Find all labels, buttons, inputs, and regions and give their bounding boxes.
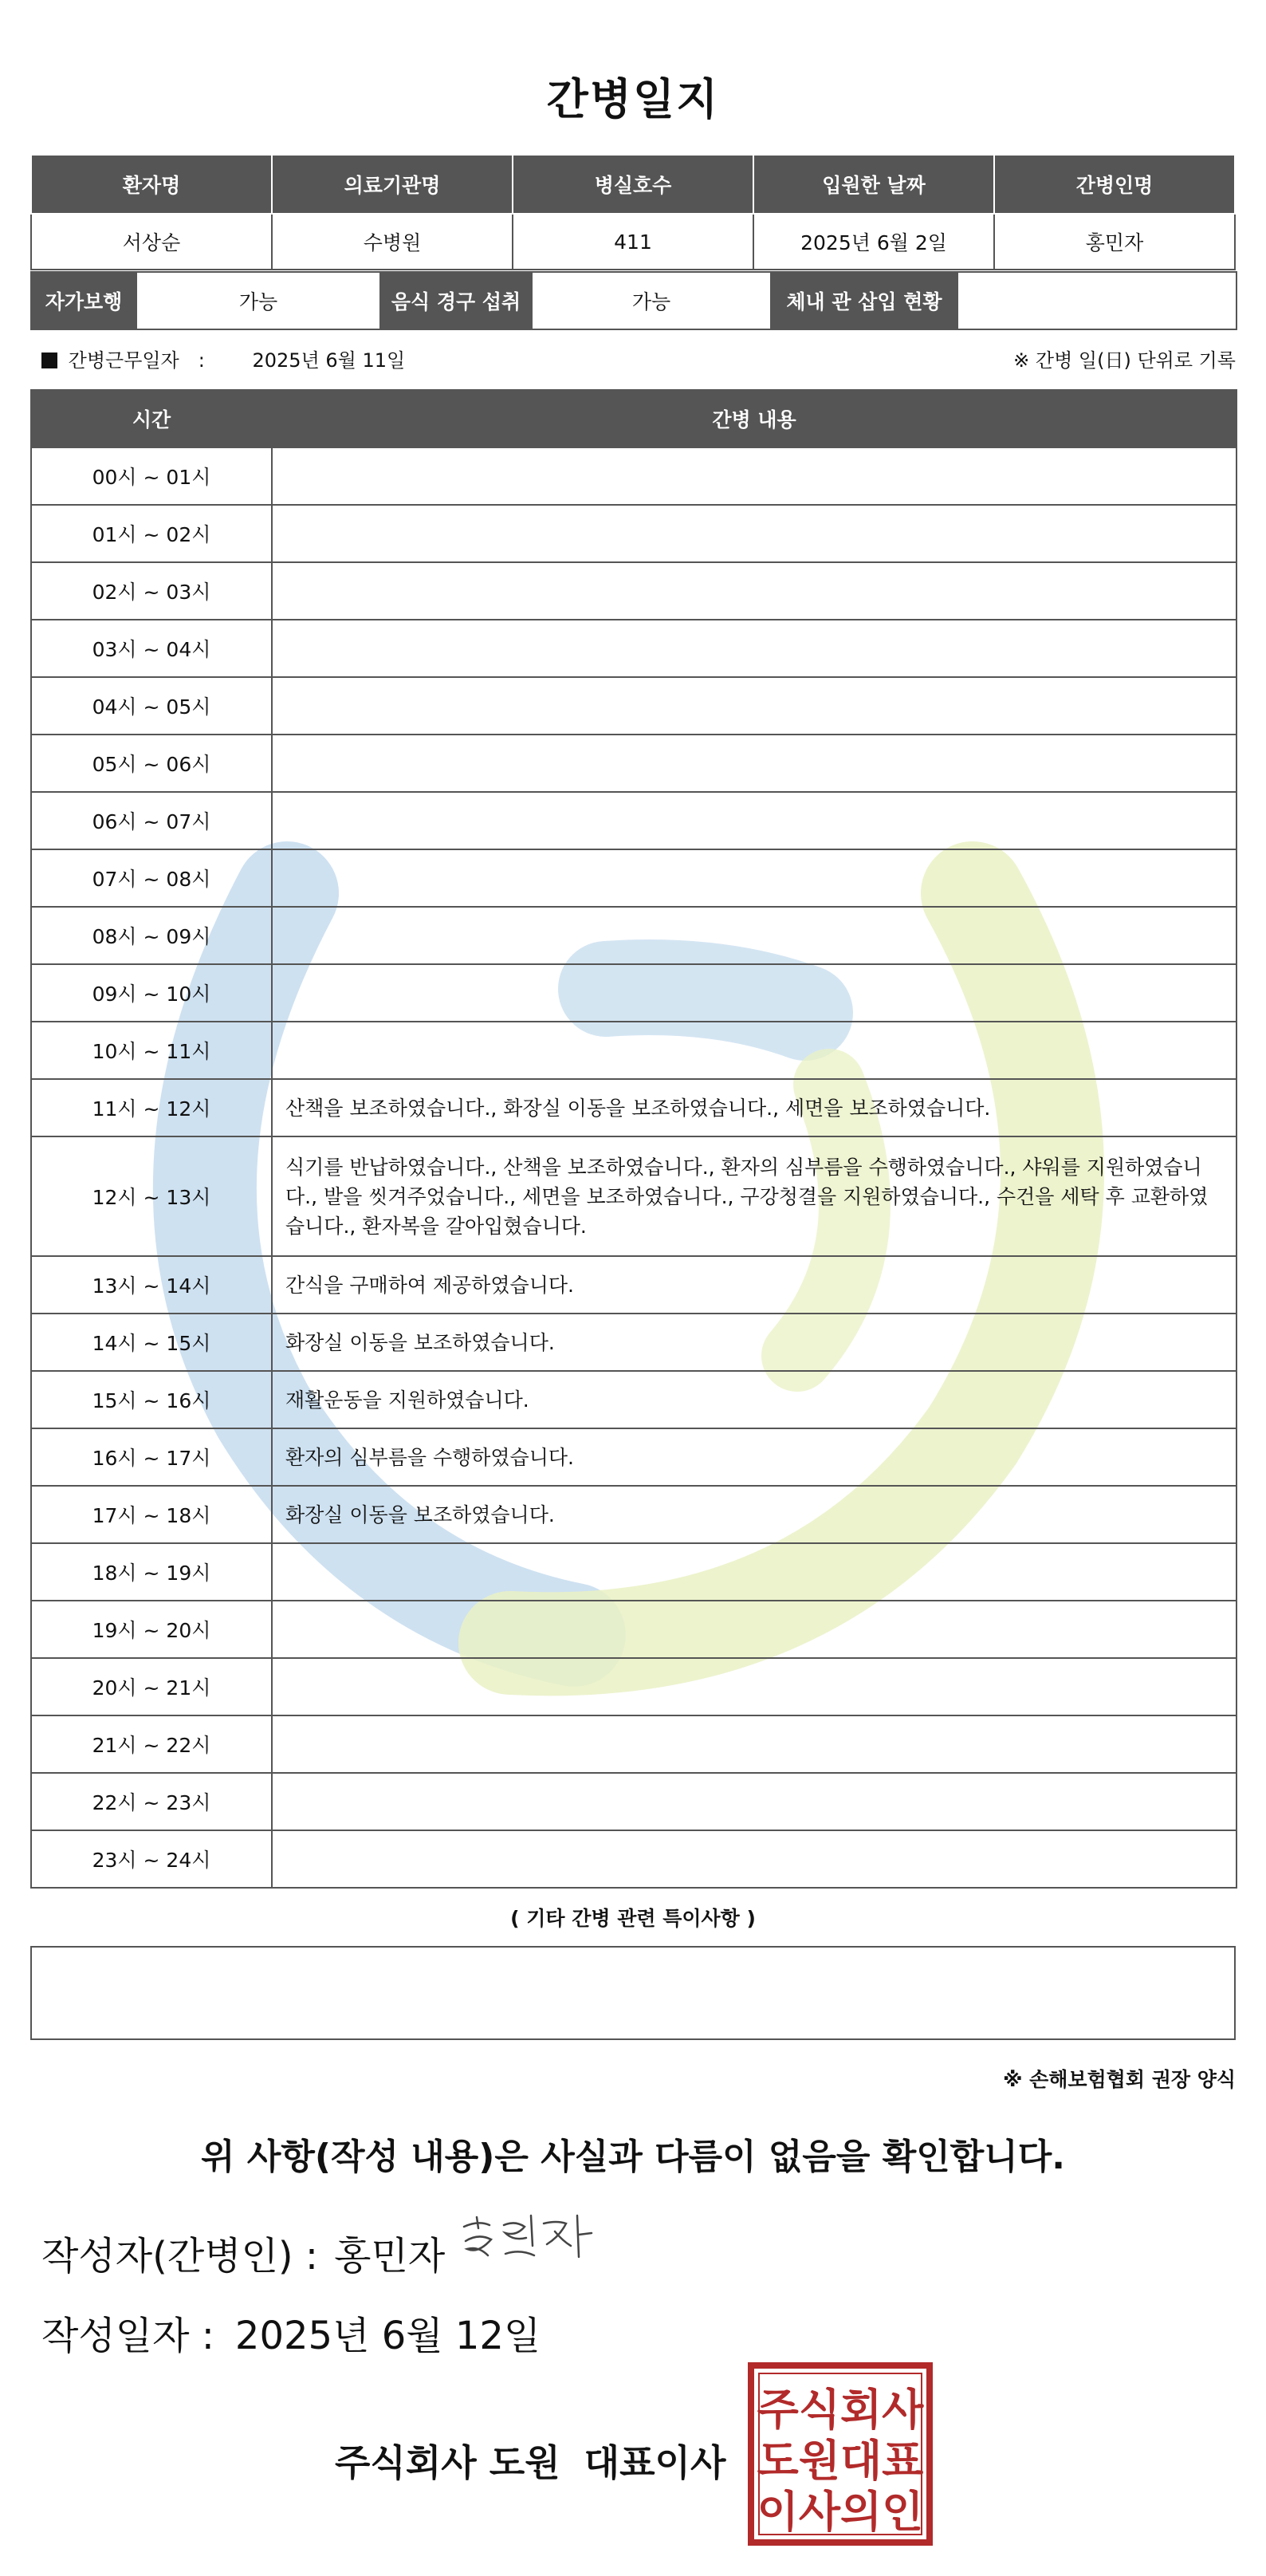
notes-title: ( 기타 간병 관련 특이사항 ): [510, 1907, 756, 1930]
info-value-row: [31, 214, 1235, 270]
log-time: 14시 ~ 15시: [31, 1314, 272, 1371]
log-content: [272, 677, 1237, 735]
patient-name: 서상순: [31, 214, 272, 270]
log-content: 환자의 심부름을 수행하였습니다.: [272, 1428, 1237, 1486]
log-row: [31, 1601, 1237, 1658]
company-name: 주식회사 도원: [335, 2441, 560, 2484]
log-row: [31, 1773, 1237, 1830]
log-time: 13시 ~ 14시: [31, 1256, 272, 1314]
log-content: [272, 792, 1237, 849]
notes-box: [30, 1946, 1236, 2040]
log-row: [31, 792, 1237, 849]
log-content: 재활운동을 지원하였습니다.: [272, 1371, 1237, 1428]
walk-label: 자가보행: [31, 272, 136, 329]
confirmation-statement: 위 사항(작성 내용)은 사실과 다름이 없음을 확인합니다.: [201, 2137, 1065, 2177]
representative-title: 대표이사: [584, 2441, 726, 2484]
header-patient-name: 환자명: [31, 155, 272, 214]
log-header-content: 간병 내용: [272, 390, 1237, 447]
log-content: [272, 1601, 1237, 1658]
log-content: [272, 1022, 1237, 1079]
log-row: [31, 1136, 1237, 1256]
log-content: [272, 620, 1237, 677]
log-row: [31, 1543, 1237, 1601]
log-row: [31, 1256, 1237, 1314]
log-row: [31, 849, 1237, 907]
log-time: 10시 ~ 11시: [31, 1022, 272, 1079]
signature-stroke-3: [544, 2216, 592, 2257]
log-row: [31, 1830, 1237, 1888]
log-row: [31, 677, 1237, 735]
log-time: 21시 ~ 22시: [31, 1715, 272, 1773]
hospital-name: 수병원: [272, 214, 513, 270]
log-content: [272, 1773, 1237, 1830]
log-body: [31, 447, 1237, 1888]
log-content: [272, 1830, 1237, 1888]
log-time: 04시 ~ 05시: [31, 677, 272, 735]
log-row: [31, 1371, 1237, 1428]
log-content: [272, 1543, 1237, 1601]
work-date: 2025년 6월 11일: [252, 349, 406, 372]
log-header-row: [31, 390, 1237, 447]
log-content: [272, 505, 1237, 562]
log-time: 22시 ~ 23시: [31, 1773, 272, 1830]
handwritten-signature: [454, 2209, 598, 2273]
log-content: 식기를 반납하였습니다., 산책을 보조하였습니다., 환자의 심부름을 수행하였습니다., 샤워를 지원하였습니다., 발을 씻겨주었습니다., 세면을 보조하였습니다., 구강청결을 지원하였습니다., 수건을 세탁 후 교환하였습니다., 환자복을 갈아입혔습니다.: [272, 1136, 1237, 1256]
log-time: 19시 ~ 20시: [31, 1601, 272, 1658]
log-time: 15시 ~ 16시: [31, 1371, 272, 1428]
oral-intake-label: 음식 경구 섭취: [380, 272, 532, 329]
log-time: 16시 ~ 17시: [31, 1428, 272, 1486]
log-row: [31, 1486, 1237, 1543]
log-time: 23시 ~ 24시: [31, 1830, 272, 1888]
company-line: [335, 2434, 725, 2487]
tube-insertion-value: [957, 272, 1237, 329]
seal-line-3: 이사의인: [757, 2487, 924, 2537]
write-date-line: [41, 2305, 541, 2360]
work-date-label: 간병근무일자 :: [68, 349, 205, 372]
log-time: 11시 ~ 12시: [31, 1079, 272, 1136]
log-content: [272, 447, 1237, 505]
header-room-number: 병실호수: [513, 155, 753, 214]
writer-line: [41, 2225, 445, 2280]
log-time: 18시 ~ 19시: [31, 1543, 272, 1601]
log-time: 02시 ~ 03시: [31, 562, 272, 620]
log-time: 20시 ~ 21시: [31, 1658, 272, 1715]
form-source-note: ※ 손해보험협회 권장 양식: [1003, 2068, 1236, 2091]
log-time: 03시 ~ 04시: [31, 620, 272, 677]
log-content: [272, 1658, 1237, 1715]
hourly-care-log-table: [30, 389, 1237, 1889]
log-row: [31, 735, 1237, 792]
patient-info-table: [30, 154, 1236, 270]
seal-line-2: 도원대표: [757, 2436, 924, 2486]
patient-status-table: [30, 271, 1237, 330]
log-time: 05시 ~ 06시: [31, 735, 272, 792]
log-row: [31, 1428, 1237, 1486]
oral-intake-value: 가능: [532, 272, 771, 329]
log-content: [272, 964, 1237, 1022]
log-time: 12시 ~ 13시: [31, 1136, 272, 1256]
header-hospital-name: 의료기관명: [272, 155, 513, 214]
log-time: 08시 ~ 09시: [31, 907, 272, 964]
log-content: [272, 1715, 1237, 1773]
tube-insertion-label: 체내 관 삽입 현황: [771, 272, 957, 329]
log-row: [31, 562, 1237, 620]
log-time: 06시 ~ 07시: [31, 792, 272, 849]
status-row: [31, 272, 1237, 329]
company-seal: [748, 2362, 933, 2546]
room-number: 411: [513, 214, 753, 270]
walk-value: 가능: [136, 272, 380, 329]
info-header-row: [31, 155, 1235, 214]
log-content: 간식을 구매하여 제공하였습니다.: [272, 1256, 1237, 1314]
caregiver-name: 홍민자: [994, 214, 1235, 270]
write-date-label: 작성일자 :: [41, 2314, 214, 2358]
log-time: 17시 ~ 18시: [31, 1486, 272, 1543]
header-caregiver-name: 간병인명: [994, 155, 1235, 214]
log-row: [31, 964, 1237, 1022]
writer-name: 홍민자: [334, 2234, 446, 2279]
log-row: [31, 1314, 1237, 1371]
log-content: [272, 562, 1237, 620]
page-title: 간병일지: [546, 74, 720, 124]
log-row: [31, 447, 1237, 505]
write-date: 2025년 6월 12일: [234, 2314, 541, 2358]
log-time: 09시 ~ 10시: [31, 964, 272, 1022]
square-bullet-icon: [41, 353, 57, 368]
log-content: [272, 849, 1237, 907]
record-note: ※ 간병 일(日) 단위로 기록: [1013, 349, 1236, 372]
log-time: 01시 ~ 02시: [31, 505, 272, 562]
writer-label: 작성자(간병인) :: [41, 2234, 319, 2279]
log-content: 화장실 이동을 보조하였습니다.: [272, 1314, 1237, 1371]
admission-date: 2025년 6월 2일: [753, 214, 994, 270]
log-header-time: 시간: [31, 390, 272, 447]
log-content: [272, 907, 1237, 964]
seal-line-1: 주식회사: [757, 2385, 924, 2435]
log-row: [31, 620, 1237, 677]
log-content: 화장실 이동을 보조하였습니다.: [272, 1486, 1237, 1543]
log-row: [31, 1079, 1237, 1136]
log-time: 07시 ~ 08시: [31, 849, 272, 907]
log-content: [272, 735, 1237, 792]
log-content: 산책을 보조하였습니다., 화장실 이동을 보조하였습니다., 세면을 보조하였습니다.: [272, 1079, 1237, 1136]
log-row: [31, 1022, 1237, 1079]
header-admission-date: 입원한 날짜: [753, 155, 994, 214]
signature-stroke-1: [464, 2217, 491, 2255]
log-row: [31, 907, 1237, 964]
work-date-line: [41, 345, 405, 372]
log-time: 00시 ~ 01시: [31, 447, 272, 505]
log-row: [31, 1658, 1237, 1715]
signature-stroke-2: [504, 2216, 534, 2255]
log-row: [31, 1715, 1237, 1773]
log-row: [31, 505, 1237, 562]
